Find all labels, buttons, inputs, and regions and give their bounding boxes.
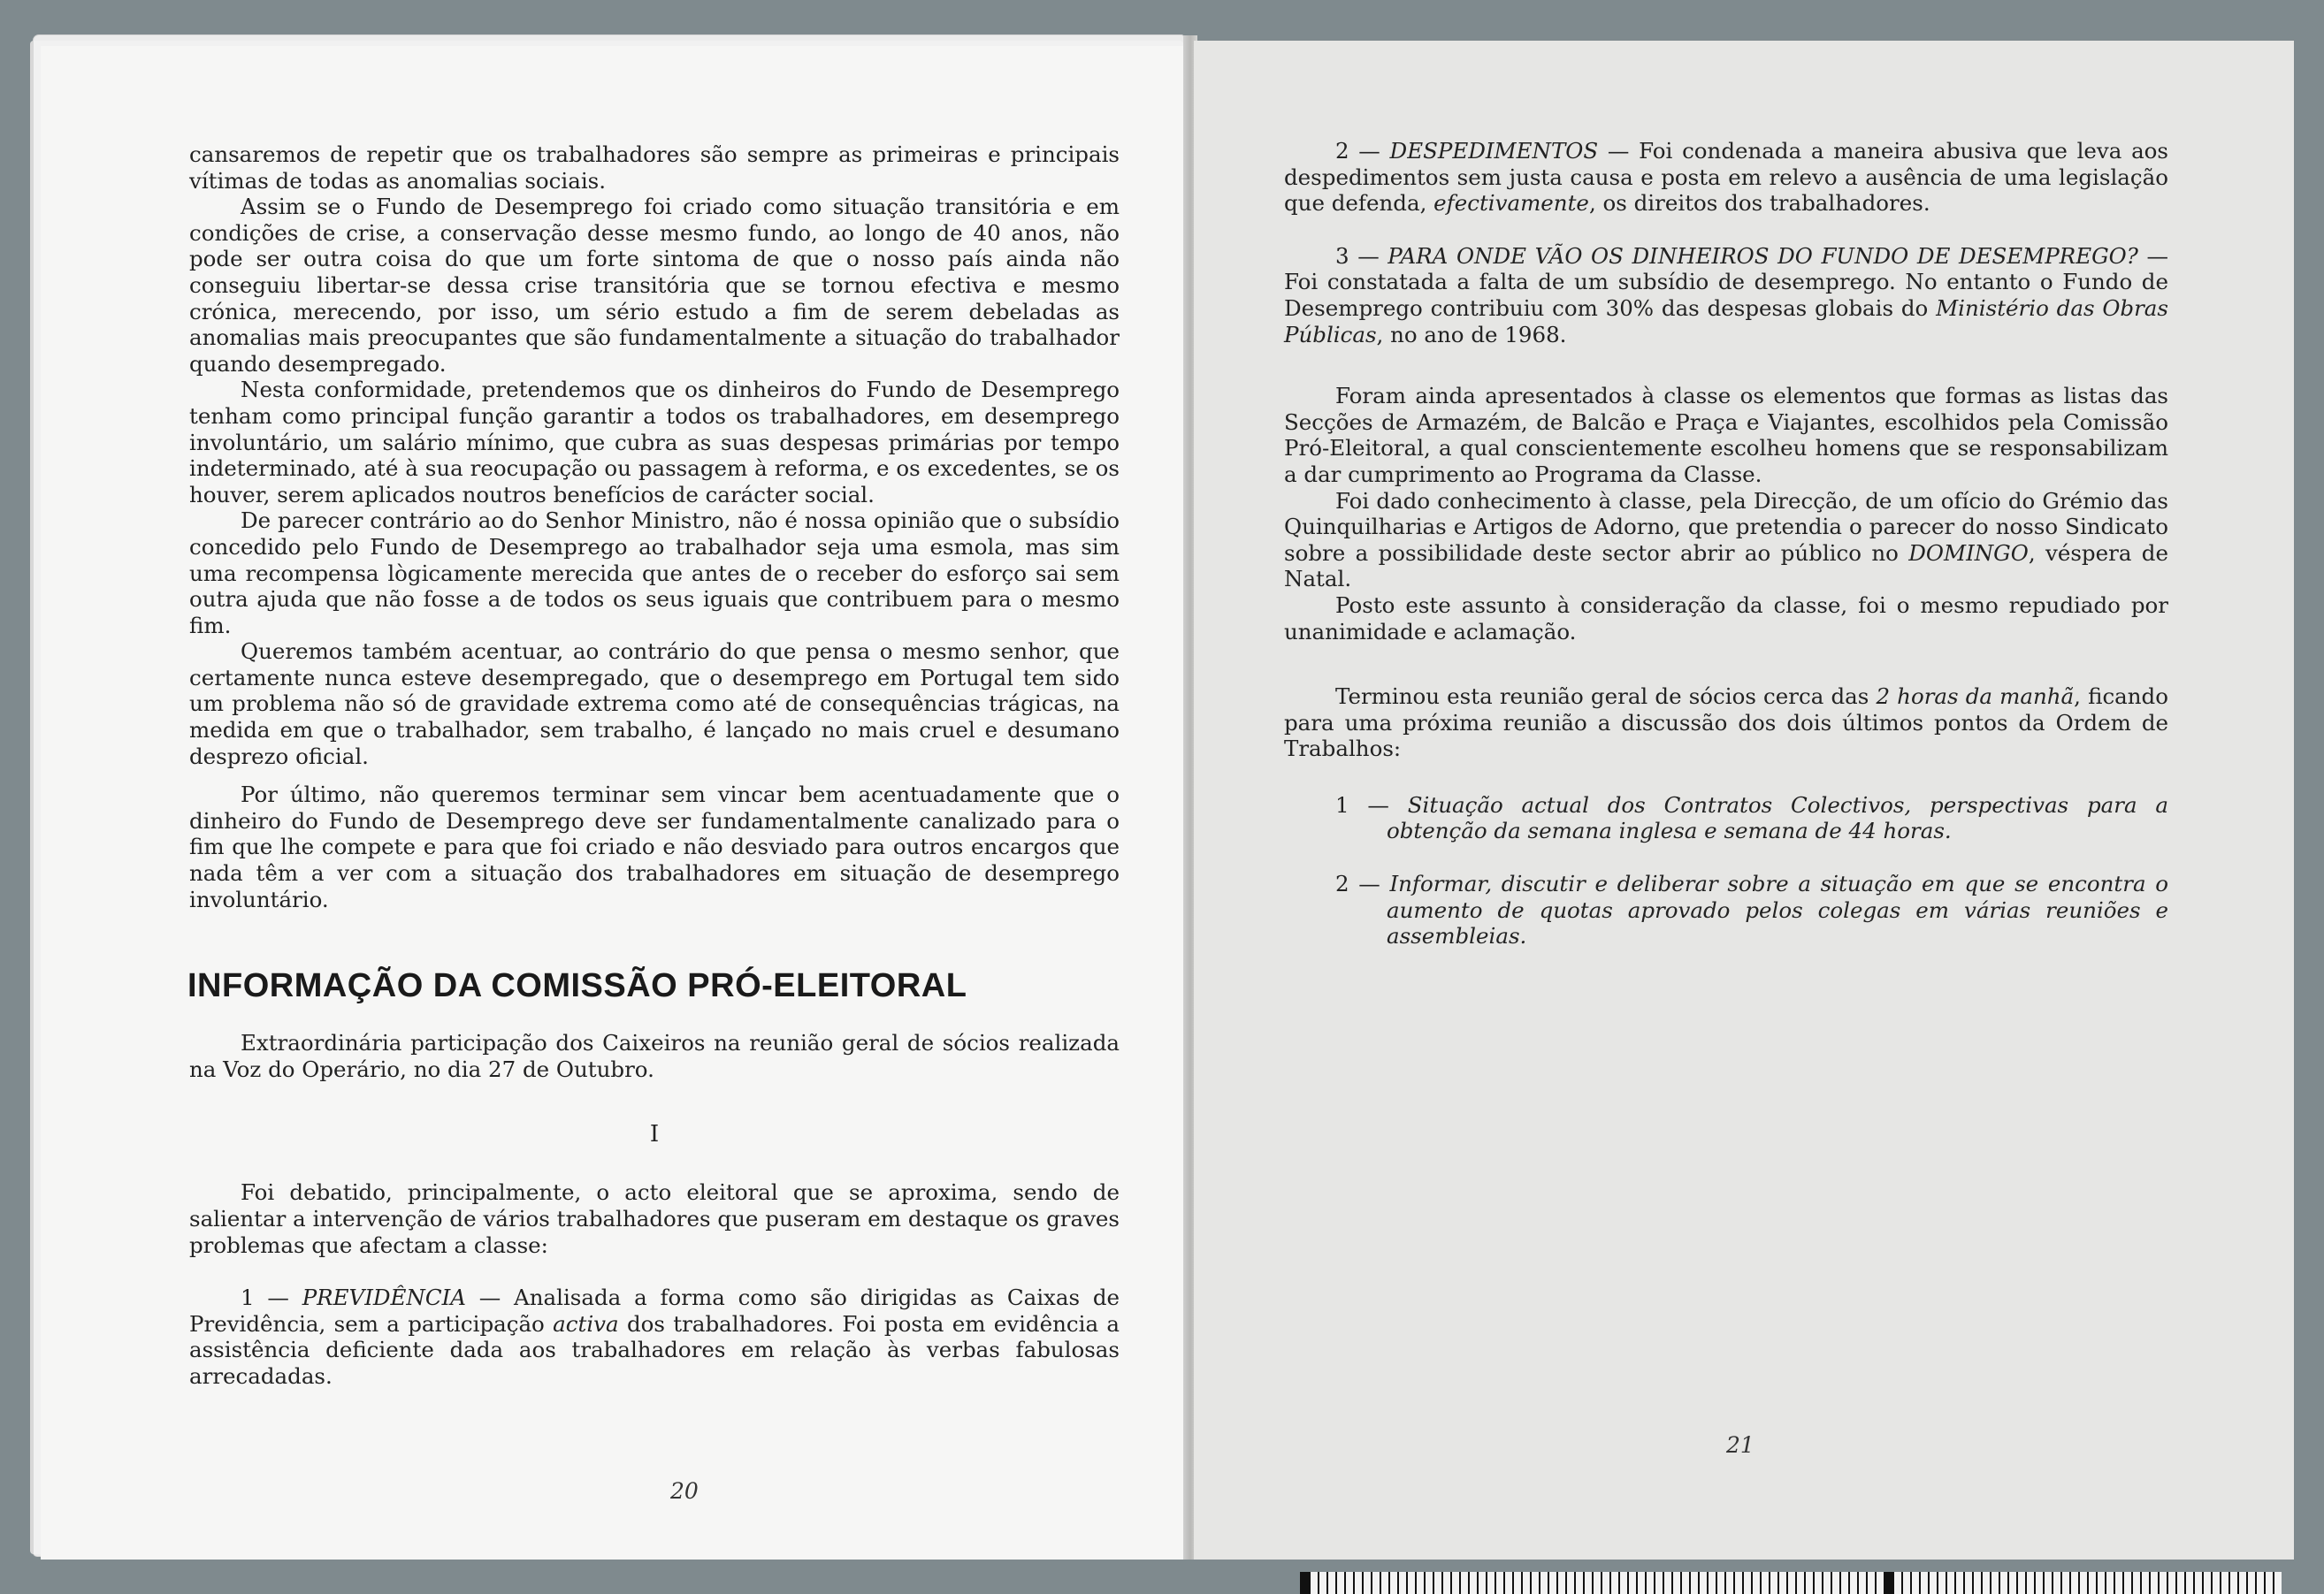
text-span: , ficando para uma próxima reunião a discussão dos dois últimos pontos da Ordem de Trabalhos:	[1284, 683, 2168, 762]
item-number: 2 —	[1335, 138, 1390, 164]
item-text: dos trabalhadores. Foi posta em evidência a assistência deficiente dada aos trabalhadores em relação às verbas fabulosas arrecadadas.	[189, 1310, 1120, 1389]
page-number: 20	[670, 1478, 699, 1504]
item-previdencia	[189, 1285, 1120, 1389]
item-text: — Foi condenada a maneira abusiva que leva aos despedimentos sem justa causa e posta em relevo a ausência de uma legislação que defenda,	[1284, 138, 2169, 217]
item-text: , no ano de 1968.	[1376, 321, 1567, 347]
item-text: — Foi constatada a falta de um subsídio de desemprego. No entanto o Fundo de Desemprego contribuiu com 30% das despesas globais do	[1284, 242, 2168, 321]
item-dinheiros	[1284, 243, 2168, 347]
paragraph-lists: Foram ainda apresentados à classe os elementos que formas as listas das Secções de Armazém, de Balcão e Praça e Viajantes, escolhidos pela Comissão Pró-Eleitoral, a qual conscientemente escolheu homens que se responsabilizam a dar cumprimento ao Programa da Classe.	[1284, 383, 2168, 487]
right-column	[1284, 138, 2168, 950]
left-page	[41, 46, 1185, 1560]
debate-paragraph: Foi debatido, principalmente, o acto eleitoral que se aproxima, sendo de salientar a intervenção de vários trabalhadores que puseram em destaque os graves problemas que afectam a classe:	[189, 1179, 1120, 1258]
item-text: Situação actual dos Contratos Colectivos, perspectivas para a obtenção da semana inglesa e semana de 44 horas.	[1387, 791, 2168, 844]
ruler-block	[1884, 1572, 1894, 1594]
item-number: 1 —	[241, 1285, 302, 1311]
item-text: Informar, discutir e deliberar sobre a situação em que se encontra o aumento de quotas aprovado pelos colegas em várias reuniões e assembleias.	[1387, 871, 2168, 950]
paragraph-oficio	[1284, 488, 2168, 592]
item-emphasis: efectivamente	[1433, 190, 1589, 217]
text-emphasis: DOMINGO	[1908, 539, 2029, 566]
page-number: 21	[1726, 1432, 1754, 1458]
paragraph: Nesta conformidade, pretendemos que os dinheiros do Fundo de Desemprego tenham como principal função garantir a todos os trabalhadores, em desemprego involuntário, um salário mínimo, que cubra as suas despesas primárias por tempo indeterminado, até à sua reocupação ou passagem à reforma, e os excedentes, se os houver, serem aplicados noutros benefícios de carácter social.	[189, 377, 1120, 507]
paragraph: Assim se o Fundo de Desemprego foi criado como situação transitória e em condições de crise, a conservação desse mesmo fundo, ao longo de 40 anos, não pode ser outra coisa do que um forte sintoma de que o nosso país ainda não conseguiu libertar-se dessa crise transitória que se tornou efectiva e mesmo crónica, merecendo, por isso, um sério estudo a fim de serem debeladas as anomalias mais preocupantes que são fundamentalmente a situação do trabalhador quando desempregado.	[189, 194, 1120, 377]
text-span: Foi dado conhecimento à classe, pela Direcção, de um ofício do Grémio das Quinquilharias e Artigos de Adorno, que pretendia o parecer do nosso Sindicato sobre a possibilidade deste sector abrir ao público no	[1284, 487, 2168, 566]
item-number: 3 —	[1335, 242, 1388, 269]
item-number: 2 —	[1335, 871, 1390, 897]
left-column	[189, 141, 1120, 1390]
item-text: — Analisada a forma como são dirigidas as Caixas de Previdência, sem a participação	[189, 1285, 1120, 1337]
paragraph: cansaremos de repetir que os trabalhadores são sempre as primeiras e principais vítimas de todas as anomalias sociais.	[189, 141, 1120, 194]
paragraph: De parecer contrário ao do Senhor Ministro, não é nossa opinião que o subsídio concedido pelo Fundo de Desemprego ao trabalhador seja uma esmola, mas sim uma recompensa lògicamente merecida que antes de o receber do esforço sai sem outra ajuda que não fosse a de todos os seus iguais que contribuem para o mesmo fim.	[189, 507, 1120, 638]
item-number: 1 —	[1335, 791, 1408, 818]
right-page	[1194, 41, 2294, 1560]
paragraph: Por último, não queremos terminar sem vincar bem acentuadamente que o dinheiro do Fundo de Desemprego deve ser fundamentalmente canalizado para o fim que lhe compete e para que foi criado e não desviado para outros encargos que nada têm a ver com a situação dos trabalhadores em situação de desemprego involuntário.	[189, 782, 1120, 912]
paragraph-terminou	[1284, 683, 2168, 762]
intro-paragraph: Extraordinária participação dos Caixeiros na reunião geral de sócios realizada na Voz do Operário, no dia 27 de Outubro.	[189, 1030, 1120, 1082]
agenda-item	[1335, 871, 2168, 950]
scale-ruler	[1300, 1572, 2282, 1594]
section-heading: INFORMAÇÃO DA COMISSÃO PRÓ-ELEITORAL	[187, 967, 967, 1005]
text-span: Terminou esta reunião geral de sócios cerca das	[1335, 683, 1877, 710]
ruler-block	[1300, 1572, 1309, 1594]
item-title: DESPEDIMENTOS	[1389, 138, 1599, 164]
text-emphasis: 2 horas da manhã	[1876, 683, 2075, 710]
item-emphasis: activa	[553, 1310, 619, 1337]
agenda-item	[1335, 792, 2168, 844]
item-despedimentos	[1284, 138, 2168, 217]
roman-numeral: I	[649, 1121, 660, 1148]
item-title: PARA ONDE VÃO OS DINHEIROS DO FUNDO DE DESEMPREGO?	[1388, 242, 2138, 269]
item-title: PREVIDÊNCIA	[302, 1285, 466, 1311]
item-text: , os direitos dos trabalhadores.	[1588, 190, 1930, 217]
agenda-list	[1284, 792, 2168, 950]
paragraph: Queremos também acentuar, ao contrário do que pensa o mesmo senhor, que certamente nunca esteve desempregado, que o desemprego em Portugal tem sido um problema não só de gravidade extrema como até de consequências trágicas, na medida em que o trabalhador, sem trabalho, é lançado no mais cruel e desumano desprezo oficial.	[189, 638, 1120, 769]
item-emphasis: Ministério das Obras Públicas	[1284, 294, 2168, 347]
text-span: , véspera de Natal.	[1284, 539, 2168, 592]
paragraph-posto: Posto este assunto à consideração da classe, foi o mesmo repudiado por unanimidade e aclamação.	[1284, 591, 2168, 644]
